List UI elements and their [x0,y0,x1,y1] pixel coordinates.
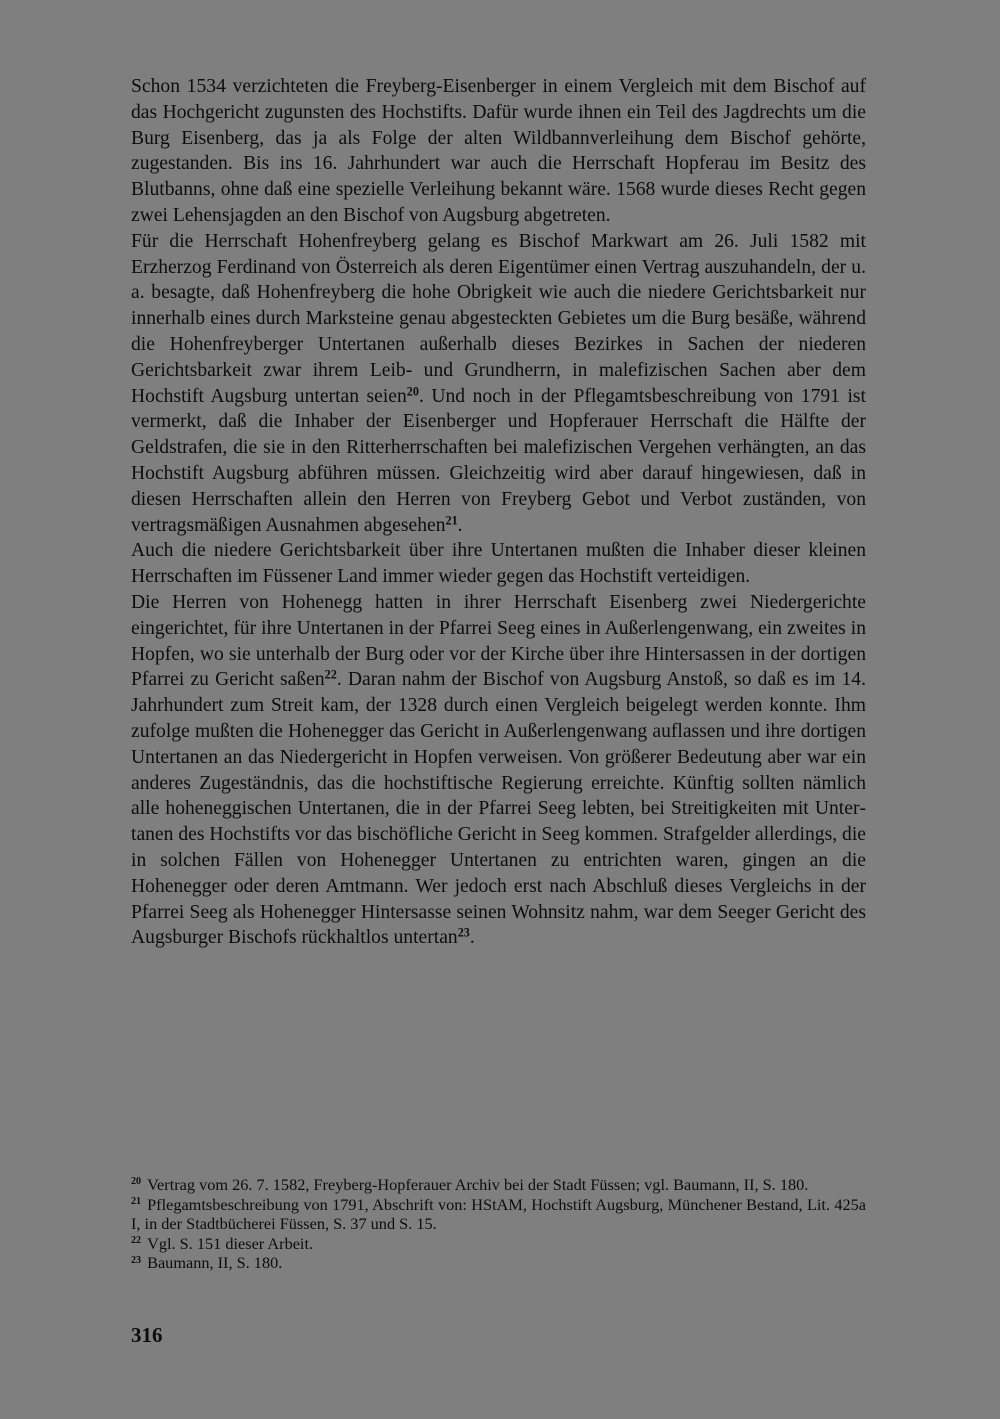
paragraph-2-text-cont: . Und noch in der Pflegamtsbeschreibung von 1791 ist vermerkt, daß die Inhaber der Eisenberger und Hopferauer Herrschaft die Hälfte der Geldstrafen, die sie in den Ritterherrschaften bei malefizischen Vergehen verhängten, an das Hochstift Augsburg abführen müssen. Gleichzeitig wird aber darauf hingewiesen, daß in diesen Herrschaften allein den Herren von Freyberg Gebot und Verbot zuständen, von vertragsmäßigen Ausnahmen abgesehen [131,385,867,536]
footnote-ref-21[interactable]: 21 [445,512,458,527]
footnotes [131,1175,866,1273]
paragraph-4-text-end: . [469,927,475,949]
paragraph-2-text-end: . [457,514,463,536]
footnote-21: 21 Pflegamtsbeschreibung von 1791, Abschrift von: HStAM, Hochstift Augsburg, Münchener Bestand, Lit. 425a I, in der Stadtbücherei Füssen, S. 37 und S. 15. [131,1194,866,1234]
body-text [131,74,866,951]
paragraph-1-text: Schon 1534 verzichteten die Freyberg-Eisenberger in einem Vergleich mit dem Bischof auf das Hochgericht zugunsten des Hochstifts. Dafür wurde ihnen ein Teil des Jagdrechts um die Burg Eisenberg, das ja als Folge der alten Wildbannverleihung dem Bischof gehörte, zugestanden. Bis ins 16. Jahrhundert war auch die Herrschaft Hopferau im Besitz des Blutbanns, ohne daß eine spezielle Verleihung bekannt wäre. 1568 wurde dieses Recht gegen zwei Lehensjagden an den Bischof von Augsburg abgetreten. [131,76,866,226]
page-number: 316 [131,1323,163,1347]
footnote-text-23: Baumann, II, S. 180. [147,1253,283,1273]
footnote-ref-22[interactable]: 22 [324,667,337,682]
paragraph-4-text-cont: . Daran nahm der Bischof von Augsburg Anstoß, so daß es im 14. Jahrhundert zum Streit kam, der 1328 durch einen Vergleich beigelegt werden konnte. Ihm zufolge mußten die Hohenegger das Gericht in Außerlengenwang auflassen und ihre dortigen Untertanen an das Niedergericht in Hopfen verweisen. Von größerer Bedeutung aber war ein anderes Zugeständnis, das die hochstiftische Regierung erreichte. Künftig sollten nämlich alle hoheneggischen Untertanen, die in der Pfarrei Seeg lebten, bei Streitigkeiten mit Untertanen des Hochstifts vor das bischöfliche Gericht in Seeg kommen. Strafgelder allerdings, die in solchen Fällen von Hohenegger Untertanen zu entrichten waren, gingen an die Hohenegger oder deren Amtmann. Wer jedoch erst nach Abschluß dieses Vergleichs in der Pfarrei Seeg als Hohenegger Hintersasse seinen Wohnsitz nahm, war dem Seeger Gericht des Augsburger Bischofs rückhaltlos untertan [131,669,866,949]
footnote-text-20: Vertrag vom 26. 7. 1582, Freyberg-Hopferauer Archiv bei der Stadt Füssen; vgl. Baumann, II, S. 180. [147,1175,809,1194]
paragraph-1 [131,74,866,229]
paragraph-4-text: Die Herren von Hohenegg hatten in ihrer Herrschaft Eisenberg zwei Niedergerichte eingerichtet, für ihre Untertanen in der Pfarrei Seeg eines in Außerlengenwang, ein zweites in Hopfen, wo sie unterhalb der Burg oder vor der Kirche über ihre Hintersassen in der dortigen Pfarrei zu Gericht saßen [131,591,866,691]
footnote-text-21: Pflegamtsbeschreibung von 1791, Abschrift von: HStAM, Hochstift Augsburg, Münchener Bestand, Lit. 425a I, in der Stadtbücherei Füssen, S. 37 und S. 15. [131,1194,866,1234]
paragraph-2-text: Für die Herrschaft Hohenfreyberg gelang es Bischof Markwart am 26. Juli 1582 mit Erzherzog Ferdinand von Österreich als deren Eigentümer einen Vertrag auszuhandeln, der u. a. besagte, daß Hohenfreyberg die hohe Obrigkeit wie auch die niedere Gerichtsbarkeit nur innerhalb eines durch Marksteine genau abgesteckten Gebietes um die Burg besäße, während die Hohenfreyberger Untertanen außerhalb dieses Bezirkes in Sachen der niederen Gerichtsbarkeit zwar ihrem Leib- und Grundherrn, in malefizischen Sachen aber dem Hochstift Augsburg untertan seien [131,230,866,407]
footnote-text-22: Vgl. S. 151 dieser Arbeit. [147,1233,314,1253]
paragraph-3-text: Auch die niedere Gerichtsbarkeit über ihre Untertanen mußten die Inhaber dieser kleinen Herrschaften im Füssener Land immer wieder gegen das Hochstift verteidigen. [131,540,866,588]
footnote-20: 20 Vertrag vom 26. 7. 1582, Freyberg-Hopferauer Archiv bei der Stadt Füssen; vgl. Baumann, II, S. 180. [131,1175,809,1194]
paragraph-4 [131,590,866,951]
paragraph-3 [131,538,866,590]
footnote-ref-20[interactable]: 20 [406,383,419,398]
footnote-23: 23 Baumann, II, S. 180. [131,1253,283,1273]
footnote-ref-23[interactable]: 23 [457,925,470,940]
footnote-22: 22 Vgl. S. 151 dieser Arbeit. [131,1233,314,1253]
paragraph-2 [131,229,866,539]
